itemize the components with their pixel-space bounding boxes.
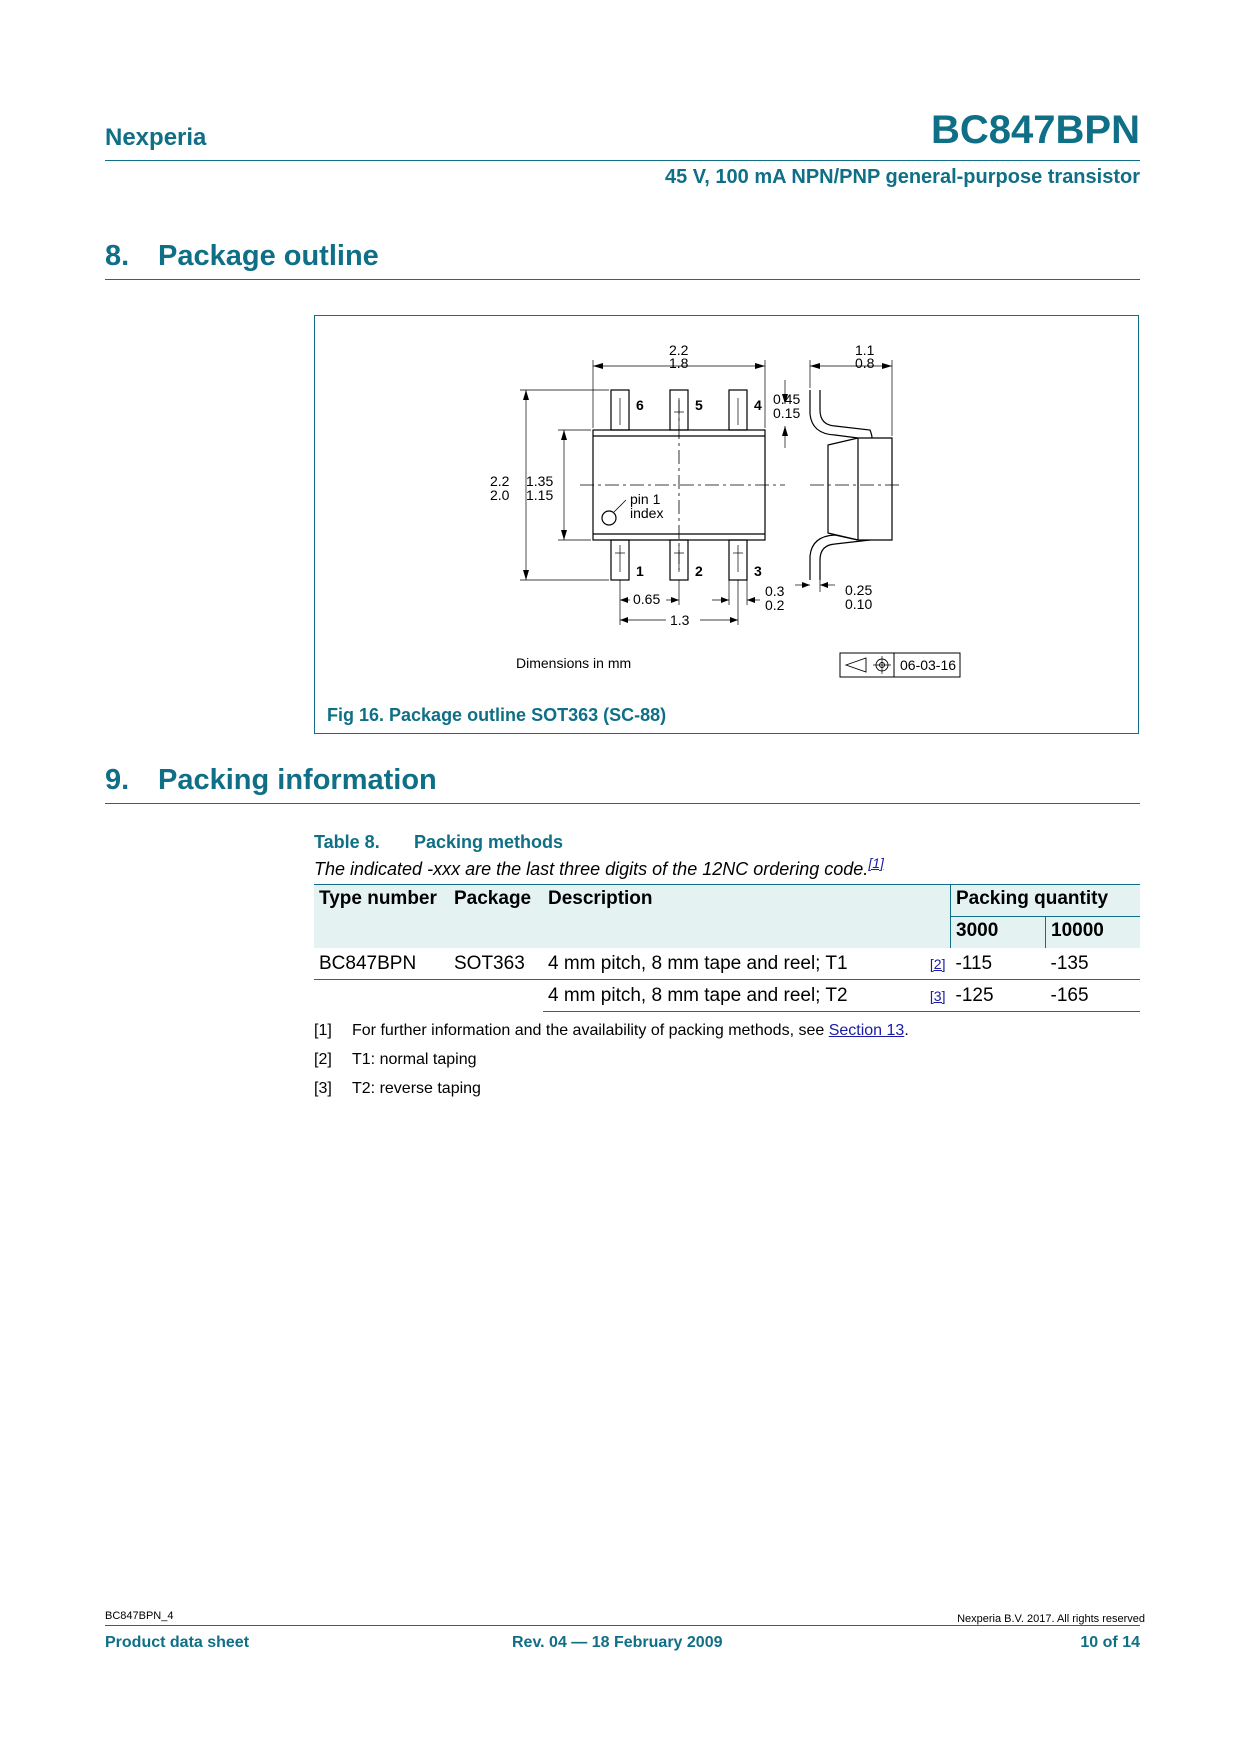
section-9-title: Packing information xyxy=(158,764,437,796)
dim-lead-width-min: 0.2 xyxy=(765,597,785,613)
packing-methods-table xyxy=(314,884,1140,1012)
footnote-tail: . xyxy=(904,1022,909,1039)
cell-description: 4 mm pitch, 8 mm tape and reel; T2 xyxy=(543,980,921,1012)
section-9-rule xyxy=(105,803,1140,804)
cell-package: SOT363 xyxy=(449,948,543,980)
footnote-number: [1] xyxy=(314,1022,332,1039)
dim-lead-width-max: 0.3 xyxy=(765,583,785,599)
figure-caption: Fig 16. Package outline SOT363 (SC-88) xyxy=(327,705,667,725)
footer-doc-type: Product data sheet xyxy=(105,1634,250,1651)
table-row xyxy=(314,948,1140,980)
header-qty-3000: 3000 xyxy=(951,917,1046,949)
pin-label-5: 5 xyxy=(695,397,703,413)
cell-description: 4 mm pitch, 8 mm tape and reel; T1 xyxy=(543,948,921,980)
footnote-number: [2] xyxy=(314,1051,332,1068)
dim-width-min: 1.8 xyxy=(669,355,689,371)
dim-body-min: 1.15 xyxy=(526,487,554,503)
footnote-text: T2: reverse taping xyxy=(352,1080,481,1097)
table-note-ref-link[interactable]: [1] xyxy=(868,855,884,871)
header-rule xyxy=(105,160,1140,161)
cell-qty-10000: -165 xyxy=(1046,980,1141,1012)
footer-copyright: Nexperia B.V. 2017. All rights reserved xyxy=(957,1613,1145,1625)
cell-type: BC847BPN xyxy=(314,948,449,980)
footer-rule xyxy=(105,1625,1140,1626)
header-type-number: Type number xyxy=(314,885,449,949)
package-outline-drawing xyxy=(490,340,990,680)
pin-label-2: 2 xyxy=(695,563,703,579)
pin-label-3: 3 xyxy=(754,563,762,579)
dim-side-height-max: 1.1 xyxy=(855,342,875,358)
footer-revision: Rev. 04 — 18 February 2009 xyxy=(512,1634,723,1651)
cell-qty-3000: -115 xyxy=(951,948,1046,980)
footnote-number: [3] xyxy=(314,1080,332,1097)
pin-label-6: 6 xyxy=(636,397,644,413)
section-8-rule xyxy=(105,279,1140,280)
row-footnote-link[interactable]: [3] xyxy=(929,987,946,1004)
header-package: Package xyxy=(449,885,543,949)
brand-name: Nexperia xyxy=(105,124,207,151)
footer-page-number: 10 of 14 xyxy=(1080,1634,1140,1651)
section-9-number: 9. xyxy=(105,764,130,796)
footnote-2 xyxy=(314,1051,477,1069)
dim-pitch: 0.65 xyxy=(633,591,661,607)
dimensions-note: Dimensions in mm xyxy=(516,655,632,671)
dim-height-min: 2.0 xyxy=(490,487,510,503)
table-row xyxy=(314,980,1140,1012)
dim-height-max: 2.2 xyxy=(490,473,510,489)
table-note xyxy=(314,855,884,880)
pin1-label-b: index xyxy=(630,505,664,521)
table-label: Table 8. xyxy=(314,832,380,852)
projection-cone-icon xyxy=(846,658,866,672)
footnote-1 xyxy=(314,1022,909,1040)
table-title xyxy=(314,832,563,853)
dim-side-height-min: 0.8 xyxy=(855,355,875,371)
table-note-text: The indicated -xxx are the last three digits of the 12NC ordering code. xyxy=(314,859,869,879)
pin-label-4: 4 xyxy=(754,397,762,413)
dim-body-max: 1.35 xyxy=(526,473,554,489)
header-description: Description xyxy=(543,885,951,949)
dim-lead-length-max: 0.45 xyxy=(773,391,801,407)
footnote-3 xyxy=(314,1080,481,1098)
dim-span: 1.3 xyxy=(670,612,690,628)
section-8-title: Package outline xyxy=(158,240,379,272)
cell-qty-10000: -135 xyxy=(1046,948,1141,980)
part-number: BC847BPN xyxy=(931,108,1140,152)
footnote-text: For further information and the availability of packing methods, see xyxy=(352,1022,829,1039)
section-8-heading xyxy=(105,240,379,273)
dim-foot-max: 0.25 xyxy=(845,582,873,598)
date-code: 06-03-16 xyxy=(900,657,957,673)
cell-qty-3000: -125 xyxy=(951,980,1046,1012)
footnote-text: T1: normal taping xyxy=(352,1051,477,1068)
side-view-body xyxy=(828,438,892,540)
dim-lead-length-min: 0.15 xyxy=(773,405,801,421)
pin1-index-circle xyxy=(602,511,616,525)
cell-package xyxy=(449,980,543,1012)
table-caption: Packing methods xyxy=(414,832,564,852)
document-subtitle: 45 V, 100 mA NPN/PNP general-purpose transistor xyxy=(665,166,1140,188)
dim-foot-min: 0.10 xyxy=(845,596,873,612)
header-qty-10000: 10000 xyxy=(1046,917,1141,949)
footer-doc-id: BC847BPN_4 xyxy=(105,1610,174,1622)
header-packing-quantity: Packing quantity xyxy=(951,885,1141,917)
section-13-link[interactable]: Section 13 xyxy=(828,1022,905,1039)
cell-type xyxy=(314,980,449,1012)
dim-width-max: 2.2 xyxy=(669,342,689,358)
pin-label-1: 1 xyxy=(636,563,644,579)
section-9-heading xyxy=(105,764,437,797)
pin1-label-a: pin 1 xyxy=(630,491,661,507)
row-footnote-link[interactable]: [2] xyxy=(929,955,946,972)
section-8-number: 8. xyxy=(105,240,130,272)
